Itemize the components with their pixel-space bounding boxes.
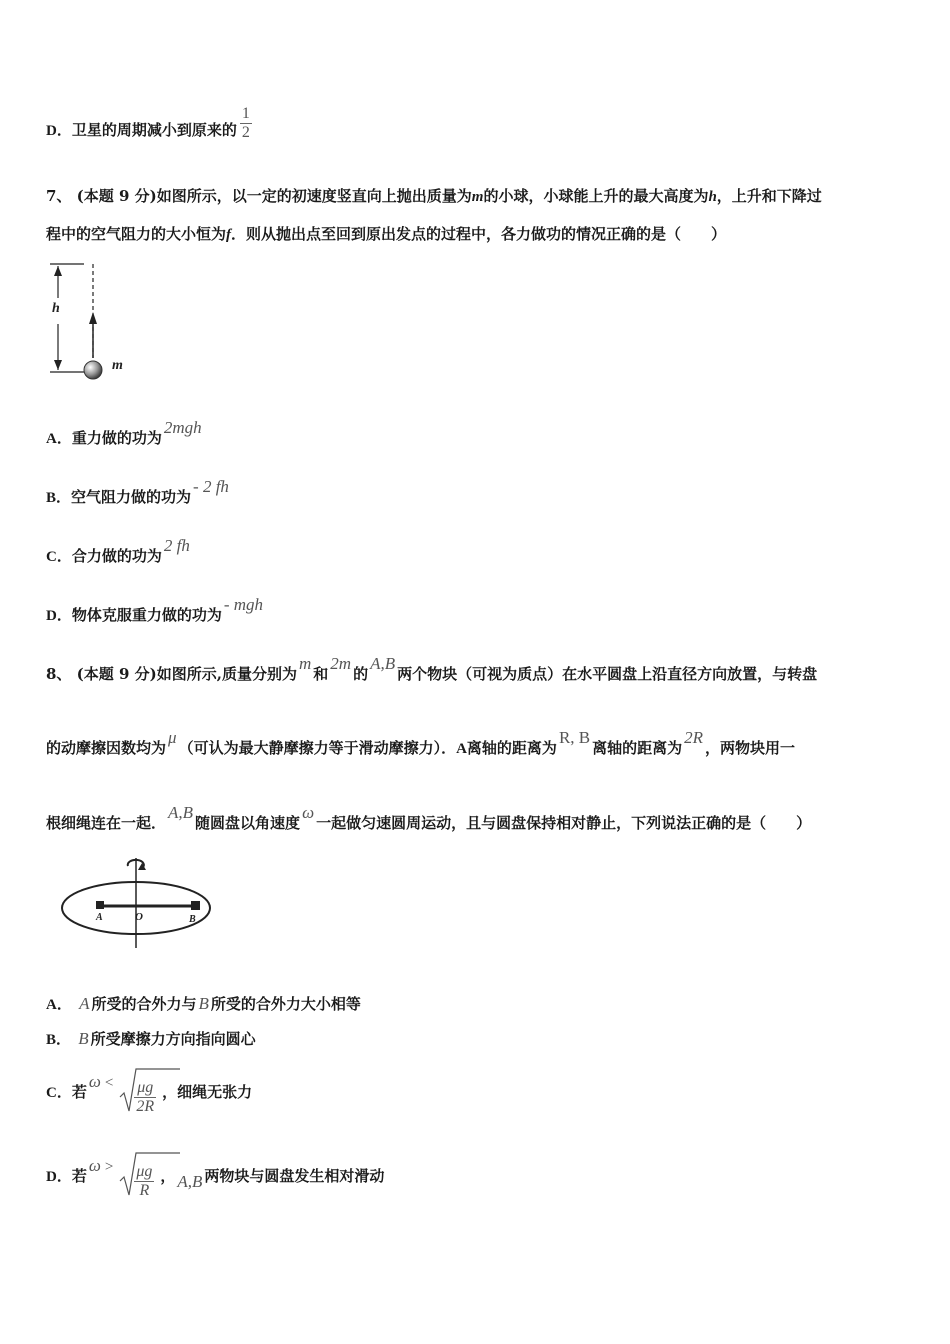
option-label: B．: [46, 1032, 72, 1048]
option-text: 若: [71, 1083, 87, 1101]
q8-option-d: [46, 1148, 384, 1205]
var-f: f: [226, 227, 232, 243]
fraction-denominator: 2R: [136, 1097, 155, 1115]
option-label: D．: [46, 123, 72, 139]
math-omega: ω: [88, 1072, 101, 1091]
label-a: A: [456, 741, 467, 757]
math-b: B: [78, 1029, 89, 1048]
option-text: 重力做的功为: [71, 429, 162, 447]
question-number: 7、: [46, 187, 72, 205]
label-m: m: [112, 358, 123, 373]
math-ab: A,B: [370, 654, 396, 673]
option-text: 空气阻力做的功为: [71, 488, 192, 506]
option-text: 物体克服重力做的功为: [71, 606, 222, 624]
var-m: m: [471, 189, 484, 205]
q7-figure: [46, 258, 146, 384]
arrow-up-icon: [54, 266, 62, 276]
q8-option-c: [46, 1064, 252, 1121]
option-text: 所受的合外力与: [91, 995, 197, 1013]
fraction-numerator: μg: [134, 1079, 156, 1098]
option-label: A．: [46, 431, 72, 447]
q7-line-2: [46, 224, 726, 245]
q8-line-2: [46, 728, 796, 759]
math-omega: ω: [302, 803, 315, 822]
math-less-than: <: [104, 1075, 114, 1091]
q8-option-b: [46, 1029, 256, 1050]
q8-text: ，两物块用一: [705, 739, 796, 757]
math-mu: μ: [168, 728, 177, 747]
fraction-numerator: 1: [241, 104, 250, 122]
q7-text: ．则从抛出点至回到原出发点的过程中，各力做功的情况正确的是（ ）: [231, 225, 727, 243]
q7-option-d: [46, 595, 265, 626]
option-text: ，细绳无张力: [162, 1083, 253, 1101]
math-ab: A,B: [177, 1172, 203, 1191]
option-text: 所受的合外力大小相等: [210, 995, 361, 1013]
q8-text: (本题 9 分)如图所示,质量分别为: [76, 665, 297, 683]
option-text: 卫星的周期减小到原来的: [71, 121, 237, 139]
sqrt-icon: [118, 1149, 182, 1201]
q8-text: 离轴的距离为: [592, 739, 683, 757]
option-label: B．: [46, 490, 72, 506]
q8-text: 离轴的距离为: [466, 739, 557, 757]
math-m: m: [298, 654, 312, 673]
option-text: 合力做的功为: [71, 547, 162, 565]
q8-text: 两个物块（可视为质点）在水平圆盘上沿直径方向放置，与转盘: [397, 665, 818, 683]
option-label: C．: [46, 549, 72, 565]
sqrt-icon: [118, 1065, 182, 1117]
q8-text: 一起做匀速圆周运动，且与圆盘保持相对静止，下列说法正确的是（ ）: [316, 814, 812, 832]
q7-text: ，上升和下降过: [716, 187, 822, 205]
sqrt-expression: [118, 1149, 157, 1205]
option-label: C．: [46, 1085, 72, 1101]
math-omega: ω: [88, 1156, 101, 1175]
fraction: [240, 105, 252, 142]
q7-line-1: [46, 186, 822, 207]
label-b: B: [189, 914, 196, 925]
velocity-arrow-icon: [89, 312, 97, 324]
fraction-denominator: 2: [241, 123, 250, 141]
math-ab: A,B: [168, 803, 194, 822]
q7-option-a: [46, 418, 204, 449]
q8-text: 根细绳连在一起．: [46, 814, 167, 832]
label-h: h: [52, 301, 60, 316]
var-h: h: [708, 189, 717, 205]
option-math: - 2 fh: [193, 477, 229, 496]
math-2m: 2m: [330, 654, 352, 673]
q7-text: (本题 9 分)如图所示，以一定的初速度竖直向上抛出质量为: [76, 187, 472, 205]
question-number: 8、: [46, 665, 72, 683]
q8-option-a: [46, 994, 361, 1015]
option-text: ，: [160, 1167, 176, 1185]
option-text: 若: [71, 1167, 87, 1185]
option-math: - mgh: [223, 595, 264, 614]
math-b: B: [198, 994, 209, 1013]
q8-text: 的: [353, 665, 369, 683]
math-2r: 2R: [684, 728, 704, 747]
option-math: 2mgh: [163, 418, 202, 437]
q8-text: 的动摩擦因数均为: [46, 739, 167, 757]
math-a: A: [79, 994, 90, 1013]
label-a: A: [96, 912, 103, 923]
q8-line-3: [46, 803, 812, 833]
fraction-numerator: μg: [136, 1162, 153, 1180]
option-d-prev: [46, 104, 255, 151]
option-text: 两物块与圆盘发生相对滑动: [204, 1167, 385, 1185]
arrow-down-icon: [54, 360, 62, 370]
q8-line-1: [46, 654, 818, 684]
q8-text: 随圆盘以角速度: [195, 814, 301, 832]
q7-option-c: [46, 536, 192, 567]
option-label: D．: [46, 608, 72, 624]
q7-option-b: [46, 477, 231, 508]
option-text: 所受摩擦力方向指向圆心: [90, 1030, 256, 1048]
ball-icon: [84, 361, 102, 379]
option-label: A．: [46, 997, 72, 1013]
q7-text: 程中的空气阻力的大小恒为: [46, 225, 227, 243]
sqrt-expression: [118, 1065, 159, 1121]
option-label: D．: [46, 1169, 72, 1185]
q8-text: 和: [313, 665, 329, 683]
block-b-icon: [191, 901, 200, 910]
label-o: O: [135, 911, 143, 923]
block-a-icon: [96, 901, 104, 909]
q8-figure: [56, 856, 216, 952]
math-greater-than: >: [104, 1159, 114, 1175]
math-rb: R, B: [558, 728, 591, 747]
q7-text: 的小球，小球能上升的最大高度为: [483, 187, 709, 205]
option-math: 2 fh: [163, 536, 190, 555]
q8-text: （可认为最大静摩擦力等于滑动摩擦力）．: [178, 739, 457, 757]
fraction-denominator: R: [139, 1181, 150, 1199]
